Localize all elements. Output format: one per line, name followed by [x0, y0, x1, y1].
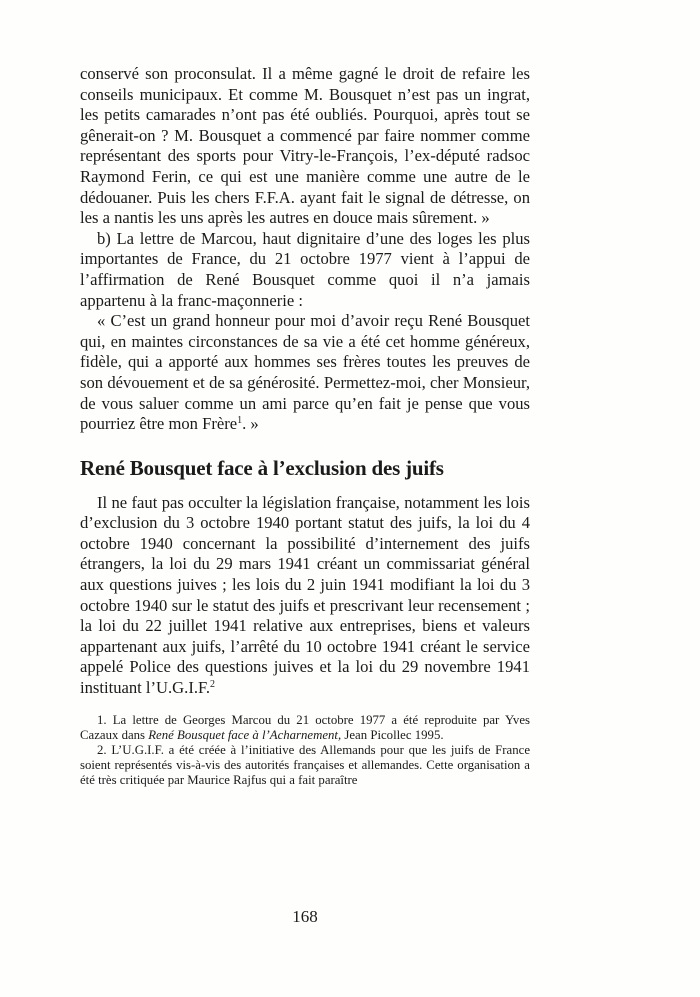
paragraph-text: conservé son proconsulat. Il a même gagné le droit de refaire les conseils municipaux. Et comme M. Bousquet n’est pas un ingrat, les petits camarades n’ont pas été oubliés. Pourquoi, après tout se gênerait-on ? M. Bousquet a commencé par faire nommer comme représentant des sports pour Vitry-le-François, l’ex-député radsoc Raymond Ferin, ce qui est une manière comme une autre de le dédouaner. Puis les chers F.F.A. ayant fait le signal de détresse, on les a nantis les uns après les autres en douce mais sûrement. » — [80, 64, 530, 228]
footnote-text: 2. L’U.G.I.F. a été créée à l’initiative des Allemands pour que les juifs de France soient représentés vis-à-vis des autorités françaises et allemandes. Cette organisation a été très critiquée par Maurice Rajfus qui a fait paraître — [80, 743, 530, 788]
paragraph-legislation — [80, 493, 530, 699]
footnote-ref-1: 1 — [237, 415, 243, 427]
paragraph-quotation — [80, 311, 530, 435]
footnote-ref-2: 2 — [210, 679, 216, 691]
footnote-book-title: René Bousquet face à l’Acharnement, — [148, 727, 342, 742]
page-number: 168 — [292, 907, 318, 926]
footnotes — [80, 713, 530, 789]
footnote-text: 1. La lettre de Georges Marcou du 21 octobre 1977 a été reproduite par Yves Cazaux dans — [80, 712, 530, 742]
paragraph-text: Il ne faut pas occulter la législation française, notamment les lois d’exclusion du 3 octobre 1940 portant statut des juifs, la loi du 4 octobre 1940 concernant la possibilité d’internement des juifs étrangers, la loi du 29 mars 1941 créant un commissariat général aux questions juives ; les lois du 2 juin 1941 modifiant la loi du 3 octobre 1940 sur le statut des juifs et prescrivant leur recensement ; la loi du 22 juillet 1941 relative aux entreprises, biens et valeurs appartenant aux juifs, l’arrêté du 10 octobre 1941 créant le service appelé Police des questions juives et la loi du 29 novembre 1941 instituant l’U.G.I.F. — [80, 492, 530, 698]
book-page — [80, 64, 530, 926]
footnote-text-end: Jean Picollec 1995. — [341, 727, 444, 742]
footnote-1 — [80, 713, 530, 743]
quotation-close: . » — [242, 414, 259, 434]
paragraph-text: b) La lettre de Marcou, haut dignitaire d’une des loges les plus importantes de France, du 21 octobre 1977 vient à l’appui de l’affirmation de René Bousquet comme quoi il n’a jamais appartenu à la franc-maçonnerie : — [80, 228, 530, 310]
paragraph-marcou-letter — [80, 229, 530, 311]
footnote-2 — [80, 743, 530, 789]
paragraph-continuation — [80, 64, 530, 229]
section-heading: René Bousquet face à l’exclusion des juifs — [80, 455, 444, 480]
paragraph-text: « C’est un grand honneur pour moi d’avoir reçu René Bousquet qui, en maintes circonstances de sa vie a été cet homme généreux, fidèle, qui a apporté aux hommes ses frères toutes les preuves de son dévouement et de sa générosité. Permettez-moi, cher Monsieur, de vous saluer comme un ami parce qu’en fait je pense que vous pourriez être mon Frère — [80, 311, 530, 434]
